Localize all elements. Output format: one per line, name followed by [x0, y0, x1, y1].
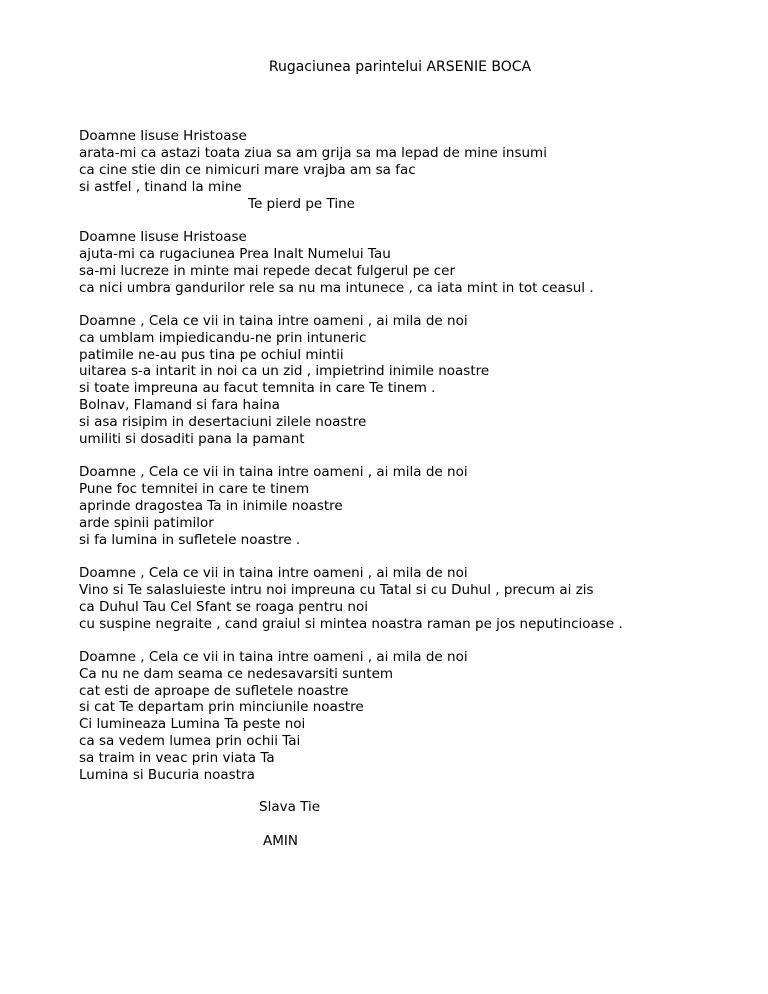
- text-line-indented: Te pierd pe Tine: [248, 196, 355, 212]
- closing-slava: Slava Tie: [259, 799, 321, 815]
- text-line: si astfel , tinand la mine: [79, 179, 242, 195]
- text-line: Doamne , Cela ce vii in taina intre oameni , ai mila de noi: [79, 464, 468, 480]
- text-line: Pune foc temnitei in care te tinem: [79, 481, 310, 497]
- text-line: umiliti si dosaditi pana la pamant: [79, 431, 305, 447]
- text-line: Doamne Iisuse Hristoase: [79, 128, 247, 144]
- text-line: ajuta-mi ca rugaciunea Prea Inalt Numelui Tau: [79, 246, 391, 262]
- text-line: arde spinii patimilor: [79, 515, 214, 531]
- text-line: ca Duhul Tau Cel Sfant se roaga pentru noi: [79, 599, 368, 615]
- text-line: cat esti de aproape de sufletele noastre: [79, 683, 349, 699]
- text-line: ca nici umbra gandurilor rele sa nu ma intunece , ca iata mint in tot ceasul .: [79, 280, 594, 296]
- text-line: Vino si Te salasluieste intru noi impreuna cu Tatal si cu Duhul , precum ai zis: [79, 582, 594, 598]
- text-line: si fa lumina in sufletele noastre .: [79, 532, 301, 548]
- text-line: patimile ne-au pus tina pe ochiul mintii: [79, 347, 344, 363]
- text-line: sa-mi lucreze in minte mai repede decat fulgerul pe cer: [79, 263, 456, 279]
- closing-amin: AMIN: [263, 833, 298, 849]
- text-line: uitarea s-a intarit in noi ca un zid , impietrind inimile noastre: [79, 363, 490, 379]
- text-line: Lumina si Bucuria noastra: [79, 767, 255, 783]
- text-line: si asa risipim in desertaciuni zilele noastre: [79, 414, 367, 430]
- text-line: aprinde dragostea Ta in inimile noastre: [79, 498, 343, 514]
- text-line: ca sa vedem lumea prin ochii Tai: [79, 733, 301, 749]
- text-line: Ci lumineaza Lumina Ta peste noi: [79, 716, 306, 732]
- document-title: Rugaciunea parintelui ARSENIE BOCA: [268, 59, 532, 75]
- text-line: Doamne , Cela ce vii in taina intre oameni , ai mila de noi: [79, 313, 468, 329]
- text-line: Doamne Iisuse Hristoase: [79, 229, 247, 245]
- text-line: Ca nu ne dam seama ce nedesavarsiti suntem: [79, 666, 394, 682]
- text-line: Doamne , Cela ce vii in taina intre oameni , ai mila de noi: [79, 565, 468, 581]
- text-line: Doamne , Cela ce vii in taina intre oameni , ai mila de noi: [79, 649, 468, 665]
- text-line: sa traim in veac prin viata Ta: [79, 750, 275, 766]
- text-line: Bolnav, Flamand si fara haina: [79, 397, 280, 413]
- text-line: ca cine stie din ce nimicuri mare vrajba am sa fac: [79, 162, 416, 178]
- text-line: ca umblam impiedicandu-ne prin intuneric: [79, 330, 367, 346]
- text-line: si cat Te departam prin minciunile noastre: [79, 699, 364, 715]
- text-line: arata-mi ca astazi toata ziua sa am grija sa ma lepad de mine insumi: [79, 145, 547, 161]
- text-line: cu suspine negraite , cand graiul si mintea noastra raman pe jos neputincioase .: [79, 616, 623, 632]
- text-line: si toate impreuna au facut temnita in care Te tinem .: [79, 380, 436, 396]
